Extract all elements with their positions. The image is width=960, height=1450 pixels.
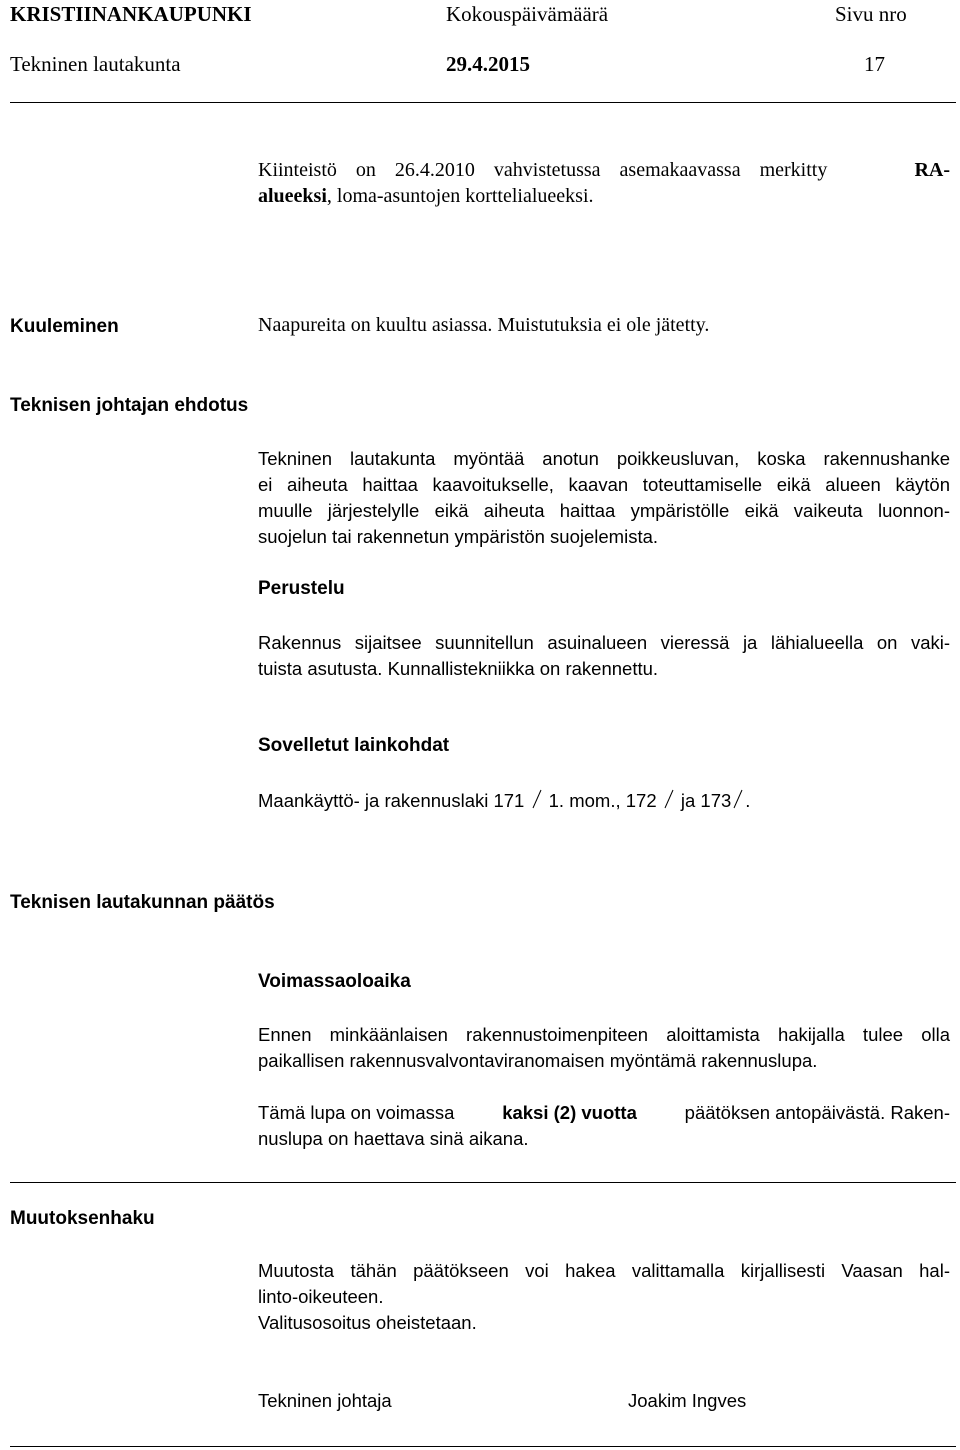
intro-paragraph [258,157,950,209]
validity-line: paikallisen rakennusvalvontaviranomaisen myöntämä rakennuslupa. [258,1050,818,1071]
laws-heading: Sovelletut lainkohdat [258,735,450,756]
proposal-paragraph [258,446,950,550]
kuuleminen-text: Naapureita on kuultu asiassa. Muistutuksia ei ole jätetty. [258,314,710,336]
kuuleminen-heading: Kuuleminen [10,316,119,337]
org-name: KRISTIINANKAUPUNKI [10,2,252,26]
intro-line2-bold: alueeksi [258,185,327,207]
appeal-heading: Muutoksenhaku [10,1208,155,1229]
appeal-line: Valitusosoitus oheistetaan. [258,1312,477,1333]
perustelu-line: tuista asutusta. Kunnallistekniikka on rakennettu. [258,658,659,679]
decision-heading: Teknisen lautakunnan päätös [10,892,275,913]
committee-name: Tekninen lautakunta [10,52,181,76]
laws-part1: Maankäyttö- ja rakennuslaki 171 [258,790,525,811]
laws-part2: 1. mom., 172 [548,790,657,811]
proposal-line: suojelun tai rakennetun ympäristön suojelemista. [258,526,659,547]
intro-line2-text: , loma-asuntojen korttelialueeksi. [326,185,594,207]
proposal-heading: Teknisen johtajan ehdotus [10,395,249,416]
permit-post: päätöksen antopäivästä. Raken- [684,1102,950,1123]
permit-paragraph [258,1100,950,1152]
permit-pre: Tämä lupa on voimassa [258,1102,455,1123]
permit-line2: nuslupa on haettava sinä aikana. [258,1128,529,1149]
perustelu-paragraph [258,630,950,682]
signature-name: Joakim Ingves [628,1390,747,1411]
meeting-date-label: Kokouspäivämäärä [446,2,609,26]
proposal-line: ei aiheuta haittaa kaavoitukselle, kaavan toteuttamiselle eikä alueen käytön [258,474,950,495]
validity-heading: Voimassaoloaika [258,971,411,992]
section-sign-icon [731,788,745,810]
validity-paragraph [258,1022,950,1074]
section-sign-icon [530,788,544,810]
appeal-line: Muutosta tähän päätökseen voi hakea valittamalla kirjallisesti Vaasan hal- [258,1260,950,1281]
proposal-line: Tekninen lautakunta myöntää anotun poikkeusluvan, koska rakennushanke [258,448,950,469]
laws-part4: . [745,790,751,811]
appeal-line: linto-oikeuteen. [258,1286,384,1307]
laws-text [258,788,750,812]
perustelu-heading: Perustelu [258,578,345,599]
permit-duration: kaksi (2) vuotta [502,1102,637,1123]
page-number-label: Sivu nro [835,2,907,26]
meeting-date: 29.4.2015 [446,52,530,76]
intro-line1-bold: RA- [914,159,950,181]
section-sign-icon [662,788,676,810]
perustelu-line: Rakennus sijaitsee suunnitellun asuinalueen vieressä ja lähialueella on vaki- [258,632,950,653]
appeal-paragraph [258,1258,950,1336]
footer-divider [10,1446,956,1447]
page-number: 17 [864,52,885,76]
header-divider [10,102,956,103]
signature-title: Tekninen johtaja [258,1390,392,1411]
validity-line: Ennen minkäänlaisen rakennustoimenpiteen aloittamista hakijalla tulee olla [258,1024,950,1045]
proposal-line: muulle järjestelylle eikä aiheuta haittaa ympäristölle eikä vaikeuta luonnon- [258,500,950,521]
section-divider [10,1182,956,1183]
laws-part3: ja 173 [680,790,732,811]
intro-line1-text: Kiinteistö on 26.4.2010 vahvistetussa asemakaavassa merkitty [258,159,828,181]
